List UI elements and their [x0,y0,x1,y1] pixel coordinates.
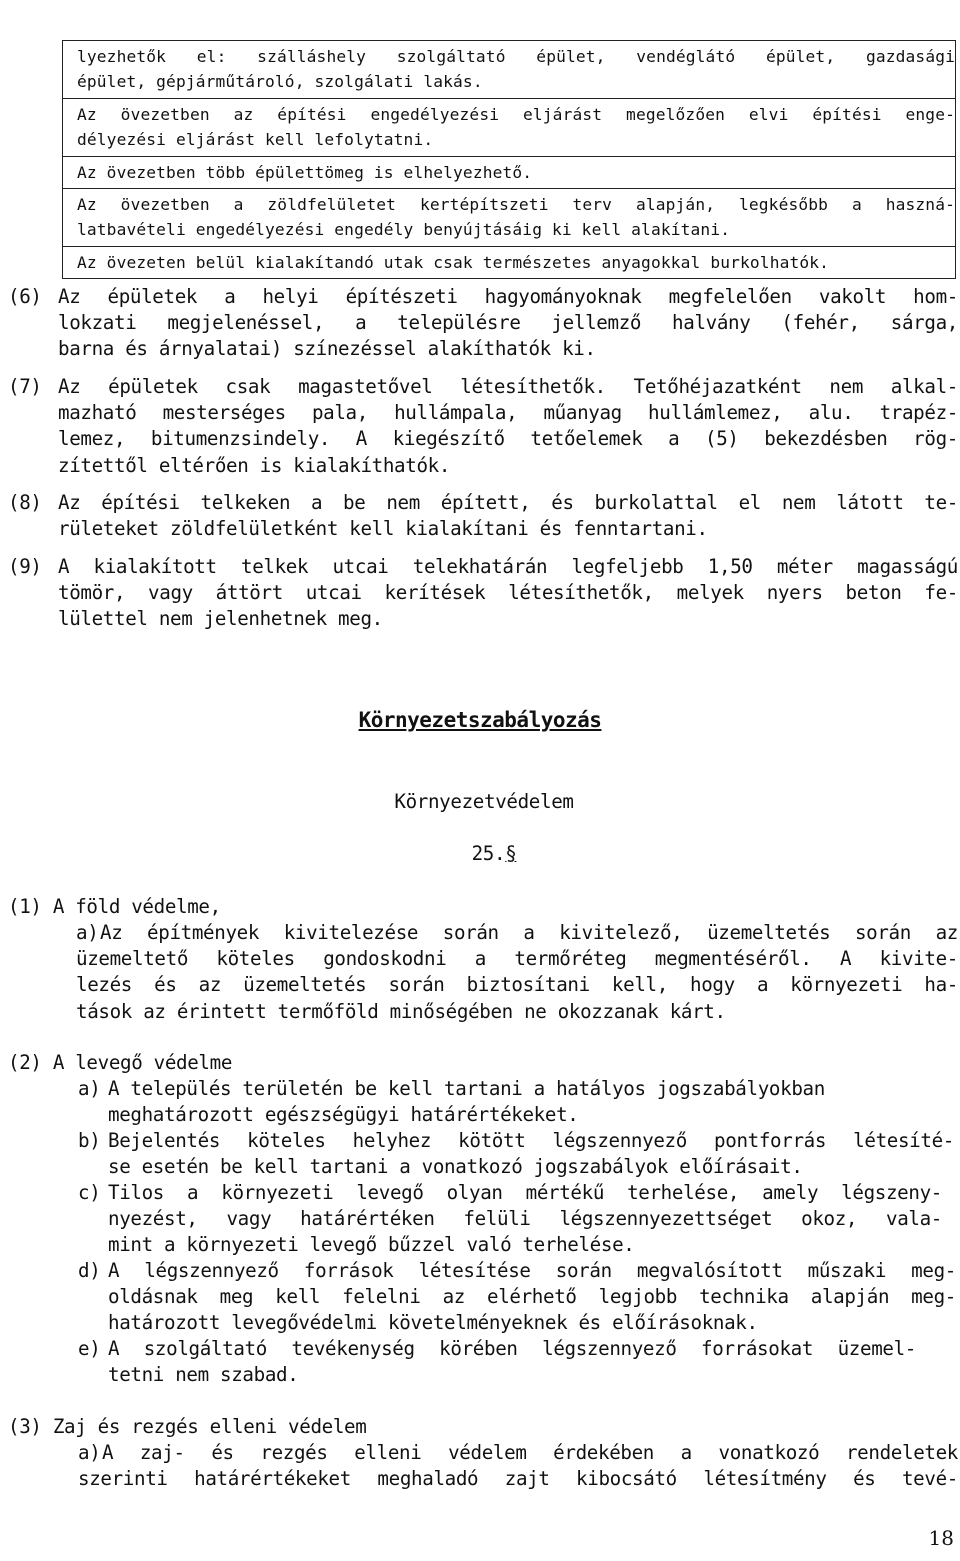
item-label: d) [78,1259,101,1282]
table-row [63,189,955,247]
subsection-title: A föld védelme, [52,895,221,918]
subsection-2-item-a [78,1076,916,1128]
paragraph-line: mazható mesterséges pala, hullámpala, műanyag hullámlemez, alu. trapéz- [58,401,958,425]
item-line: Bejelentés köteles helyhez kötött légszennyező pontforrás létesíté- [108,1129,954,1152]
paragraph-line: Az épületek a helyi építészeti hagyományoknak megfelelően vakolt hom- [58,285,958,308]
item-label: b) [78,1129,101,1152]
paragraph-line: lemez, bitumenzsindely. A kiegészítő tetőelemek a (5) bekezdésben rög- [58,427,958,451]
item-line: tetni nem szabad. [108,1363,299,1387]
section-subheading: Környezetvédelem [394,790,574,813]
table-text: Az övezetben több épülettömeg is elhelyezhető. [77,162,533,182]
subsection-2-item-d [78,1258,956,1337]
paragraph-number: (7) [8,375,42,398]
item-label: a) [78,1077,101,1100]
table-text: délyezési eljárást kell lefolytatni. [77,130,434,150]
paragraph-number: (6) [8,285,42,308]
table-text: épület, gépjárműtároló, szolgálati lakás. [77,72,483,92]
item-line: se esetén be kell tartani a vonatkozó jogszabályok előírásait. [108,1155,803,1179]
subsection-1-item-a [76,920,958,1025]
table-text: latbavételi engedélyezési engedély benyújtásáig ki kell alakítani. [77,220,731,240]
subsection-title: A levegő védelme [52,1051,233,1074]
paragraph-line: Az építési telkeken a be nem épített, és burkolattal el nem látott te- [58,491,958,514]
paragraph-7 [8,374,958,479]
item-line: nyezést, vagy határértéken felüli légszennyezettséget okoz, vala- [108,1207,942,1231]
table-row [63,41,955,99]
item-label: e) [78,1337,101,1360]
table-row [63,247,955,279]
paragraph-line: lokzati megjelenéssel, a településre jellemző halvány (fehér, sárga, [58,311,958,335]
paragraph-8 [8,490,958,542]
item-label: c) [78,1181,101,1204]
zoning-rules-table [62,40,956,279]
table-row [63,157,955,189]
subsection-2-title [8,1050,232,1076]
section-sign: § [505,842,517,865]
subsection-number: (2) [8,1051,42,1074]
item-line: oldásnak meg kell felelni az elérhető legjobb technika alapján meg- [108,1285,956,1309]
item-line: A zaj- és rezgés elleni védelem érdekében a vonatkozó rendeletek [102,1441,958,1464]
paragraph-line: lülettel nem jelenhetnek meg. [58,607,383,631]
subsection-3-title [8,1414,366,1440]
item-label: a) [78,1441,101,1464]
item-line: A település területén be kell tartani a hatályos jogszabályokban [108,1077,825,1100]
paragraph-line: barna és árnyalatai) színezéssel alakíthatók ki. [58,337,596,361]
paragraph-line: zítettől eltérően is kialakíthatók. [58,453,451,477]
table-text: Az övezetben a zöldfelületet kertépítszeti terv alapján, legkésőbb a haszná- [77,195,955,215]
item-line: Tilos a környezeti levegő olyan mértékű terhelése, amely légszeny- [108,1181,942,1204]
paragraph-line: tömör, vagy áttört utcai kerítések létesíthetők, melyek nyers beton fe- [58,581,958,605]
subsection-title: Zaj és rezgés elleni védelem [52,1415,367,1438]
table-row [63,99,955,157]
paragraph-line: rületeket zöldfelületként kell kialakítani és fenntartani. [58,517,708,541]
item-line: lezés és az üzemeltetés során biztosítani kell, hogy a környezeti ha- [76,973,958,997]
subsection-2-item-e [78,1336,916,1388]
item-line: A szolgáltató tevékenység körében légszennyező forrásokat üzemel- [108,1337,916,1360]
table-text: Az övezetben az építési engedélyezési eljárást megelőzően elvi építési enge- [77,104,955,124]
subsection-number: (1) [8,895,42,918]
paragraph-number: (9) [8,555,42,578]
table-text: lyezhetők el: szálláshely szolgáltató épület, vendéglátó épület, gazdasági [77,47,955,66]
item-line: határozott levegővédelmi követelményeknek és előírásoknak. [108,1311,758,1335]
table-text: Az övezeten belül kialakítandó utak csak természetes anyagokkal burkolhatók. [77,252,830,272]
subsection-2-item-c [78,1180,942,1259]
item-line: tások az érintett termőföld minőségében ne okozzanak kárt. [76,999,726,1023]
paragraph-number: (8) [8,491,42,514]
page-number: 18 [928,1526,954,1550]
subsection-number: (3) [8,1415,42,1438]
item-line: mint a környezeti levegő bűzzel való terhelése. [108,1233,635,1257]
item-line: A légszennyező források létesítése során megvalósított műszaki meg- [108,1259,956,1282]
paragraph-6 [8,284,958,363]
item-line: Az építmények kivitelezése során a kivitelező, üzemeltetés során az [100,921,958,944]
subsection-2-item-b [78,1128,954,1180]
item-line: üzemeltető köteles gondoskodni a termőréteg megmentéséről. A kivite- [76,947,958,971]
paragraph-line: A kialakított telkek utcai telekhatárán legfeljebb 1,50 méter magasságú [58,555,958,578]
subsection-1-title [8,894,221,920]
item-line: meghatározott egészségügyi határértékeket. [108,1103,579,1127]
subsection-3-item-a [78,1440,958,1492]
paragraph-9 [8,554,958,633]
chapter-heading: Környezetszabályozás [358,708,602,732]
section-number-value: 25. [471,842,506,865]
item-label: a) [76,921,99,944]
paragraph-line: Az épületek csak magastetővel létesíthetők. Tetőhéjazatként nem alkal- [58,375,958,398]
item-line: szerinti határértékeket meghaladó zajt kibocsátó létesítmény és tevé- [78,1467,958,1491]
section-number [0,842,960,865]
